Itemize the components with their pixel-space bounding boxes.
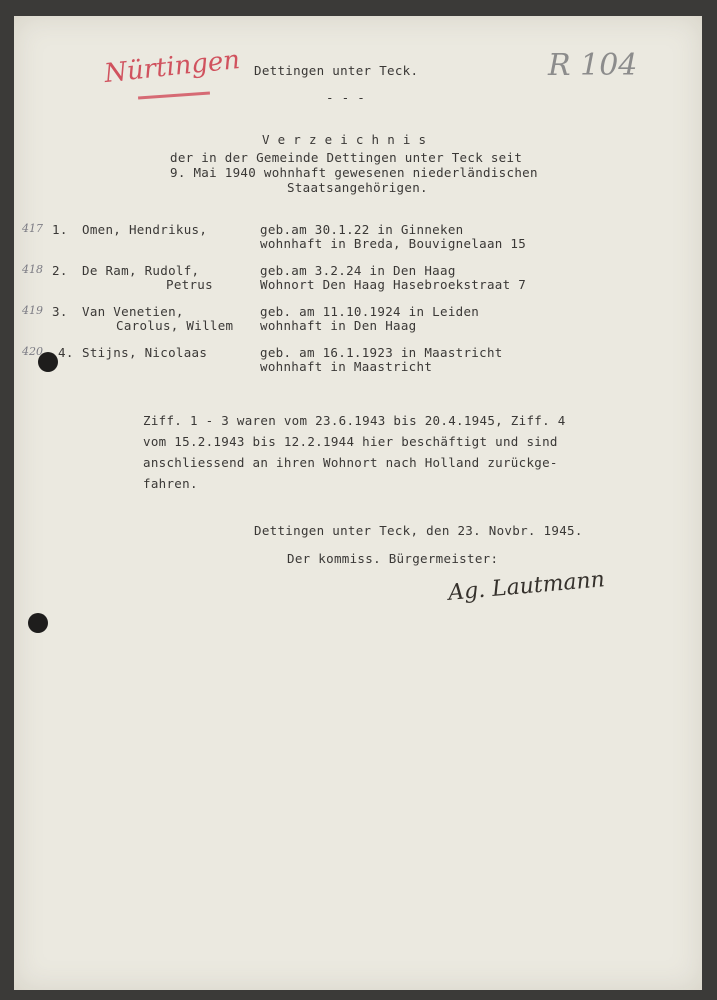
entry-name: Van Venetien,: [82, 304, 184, 319]
entry-residence: wohnhaft in Maastricht: [260, 359, 433, 374]
red-handwritten-note: Nürtingen: [102, 44, 242, 90]
entry-name: Stijns, Nicolaas: [82, 345, 208, 360]
title-line-2: 9. Mai 1940 wohnhaft gewesenen niederländischen: [170, 165, 538, 180]
closing-office: Der kommiss. Bürgermeister:: [287, 551, 499, 566]
entry-number: 3.: [52, 304, 68, 319]
body-line-1: Ziff. 1 - 3 waren vom 23.6.1943 bis 20.4.1945, Ziff. 4: [143, 413, 566, 428]
punch-hole-lower: [28, 613, 48, 633]
entry-residence: wohnhaft in Den Haag: [260, 318, 417, 333]
closing-place-date: Dettingen unter Teck, den 23. Novbr. 1945.: [254, 523, 583, 538]
body-line-4: fahren.: [143, 476, 198, 491]
entry-hand-number: 420: [22, 345, 43, 358]
entry-hand-number: 417: [22, 222, 43, 235]
title-line-3: Staatsangehörigen.: [287, 180, 428, 195]
entry-birth: geb. am 11.10.1924 in Leiden: [260, 304, 480, 319]
entry-birth: geb. am 16.1.1923 in Maastricht: [260, 345, 503, 360]
entry-hand-number: 419: [22, 304, 43, 317]
reference-number-handwritten: R 104: [548, 48, 638, 83]
entry-residence: wohnhaft in Breda, Bouvignelaan 15: [260, 236, 527, 251]
entry-birth: geb.am 3.2.24 in Den Haag: [260, 263, 456, 278]
entry-number: 2.: [52, 263, 68, 278]
entry-name: De Ram, Rudolf,: [82, 263, 200, 278]
body-line-2: vom 15.2.1943 bis 12.2.1944 hier beschäftigt und sind: [143, 434, 558, 449]
document-title: V e r z e i c h n i s: [262, 132, 427, 147]
entry-hand-number: 418: [22, 263, 43, 276]
title-line-1: der in der Gemeinde Dettingen unter Teck seit: [170, 150, 523, 165]
signature: Ag. Lautmann: [447, 567, 606, 606]
header-place: Dettingen unter Teck.: [254, 63, 419, 78]
entry-name-cont: Carolus, Willem: [116, 318, 234, 333]
entry-name: Omen, Hendrikus,: [82, 222, 208, 237]
entry-residence: Wohnort Den Haag Hasebroekstraat 7: [260, 277, 527, 292]
header-separator: - - -: [326, 90, 366, 105]
entry-number: 4.: [58, 345, 74, 360]
body-line-3: anschliessend an ihren Wohnort nach Holland zurückge-: [143, 455, 558, 470]
entry-number: 1.: [52, 222, 68, 237]
entry-name-cont: Petrus: [166, 277, 213, 292]
entry-birth: geb.am 30.1.22 in Ginneken: [260, 222, 464, 237]
